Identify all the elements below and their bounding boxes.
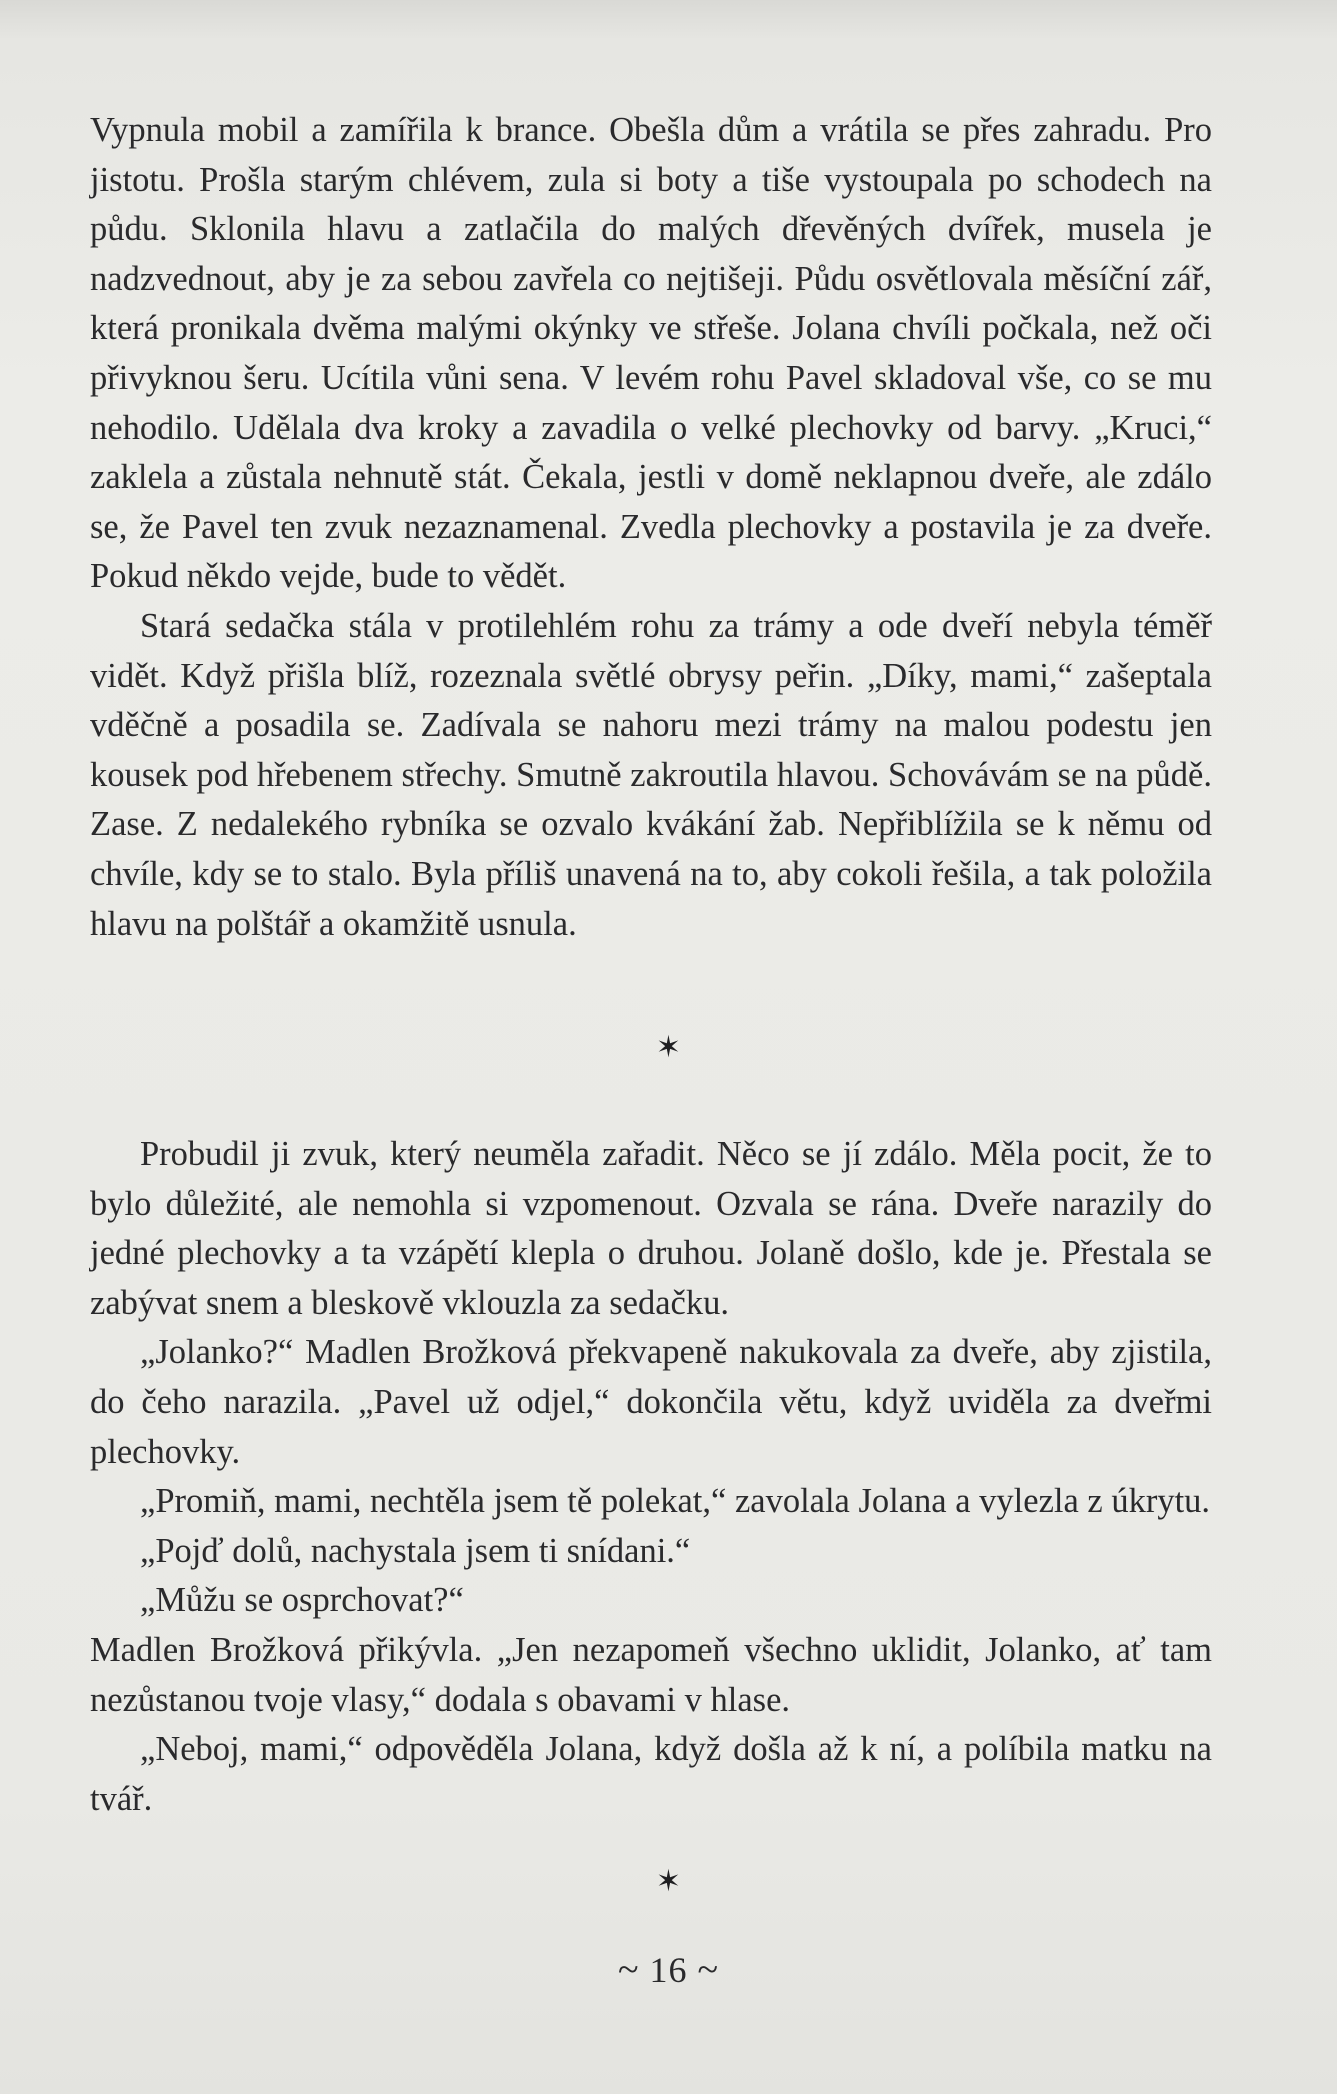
paragraph: „Pojď dolů, nachystala jsem ti snídani.“	[140, 1531, 691, 1570]
page-number-footer	[0, 1948, 1337, 1992]
paragraph: Probudil ji zvuk, který neuměla zařadit. Něco se jí zdálo. Měla pocit, že to bylo důležité, ale nemohla si vzpomenout. Ozvala se rána. Dveře narazily do jedné plechovky a ta vzápětí klepla o druhou. Jolaně došlo, kde je. Přestala se zabývat snem a bleskově vklouzla za sedačku.	[90, 1135, 1212, 1322]
section-separator-star: ✶	[655, 1030, 682, 1065]
paragraph: „Můžu se osprchovat?“	[140, 1581, 464, 1620]
paragraph: „Neboj, mami,“ odpověděla Jolana, když došla až k ní, a políbila matku na tvář.	[90, 1730, 1212, 1818]
paragraph: Stará sedačka stála v protilehlém rohu za trámy a ode dveří nebyla téměř vidět. Když přišla blíž, rozeznala světlé obrysy peřin. „Díky, mami,“ zašeptala vděčně a posadila se. Zadívala se nahoru mezi trámy na malou podestu jen kousek pod hřebenem střechy. Smutně zakroutila hlavou. Schovávám se na půdě. Zase. Z nedalekého rybníka se ozvalo kvákání žab. Nepřiblížila se k němu od chvíle, kdy se to stalo. Byla příliš unavená na to, aby cokoli řešila, a tak položila hlavu na polštář a okamžitě usnula.	[90, 606, 1212, 943]
paragraph: „Promiň, mami, nechtěla jsem tě polekat,“ zavolala Jolana a vylezla z úkrytu.	[140, 1482, 1211, 1521]
paragraph: Madlen Brožková přikývla. „Jen nezapomeň všechno uklidit, Jolanko, ať tam nezůstanou tvoje vlasy,“ dodala s obavami v hlase.	[90, 1630, 1212, 1719]
page-number: 16	[649, 1950, 688, 1990]
section-separator-star: ✶	[655, 1864, 682, 1899]
folio-ornament-right: ~	[697, 1949, 720, 1991]
paragraph: Vypnula mobil a zamířila k brance. Obešla dům a vrátila se přes zahradu. Pro jistotu. Prošla starým chlévem, zula si boty a tiše vystoupala po schodech na půdu. Sklonila hlavu a zatlačila do malých dřevěných dvířek, musela je nadzvednout, aby je za sebou zavřela co nejtišeji. Půdu osvětlovala měsíční zář, která pronikala dvěma malými okýnky ve střeše. Jolana chvíli počkala, než oči přivyknou šeru. Ucítila vůni sena. V levém rohu Pavel skladoval vše, co se mu nehodilo. Udělala dva kroky a zavadila o velké plechovky od barvy. „Kruci,“ zaklela a zůstala nehnutě stát. Čekala, jestli v domě neklapnou dveře, ale zdálo se, že Pavel ten zvuk nezaznamenal. Zvedla plechovky a postavila je za dveře. Pokud někdo vejde, bude to vědět.	[90, 111, 1212, 596]
folio-ornament-left: ~	[617, 1949, 640, 1991]
paragraph: „Jolanko?“ Madlen Brožková překvapeně nakukovala za dveře, aby zjistila, do čeho narazila. „Pavel už odjel,“ dokončila větu, když uviděla za dveřmi plechovky.	[90, 1333, 1212, 1471]
text-section-2	[90, 1130, 1212, 1824]
text-section-1	[90, 106, 1212, 949]
